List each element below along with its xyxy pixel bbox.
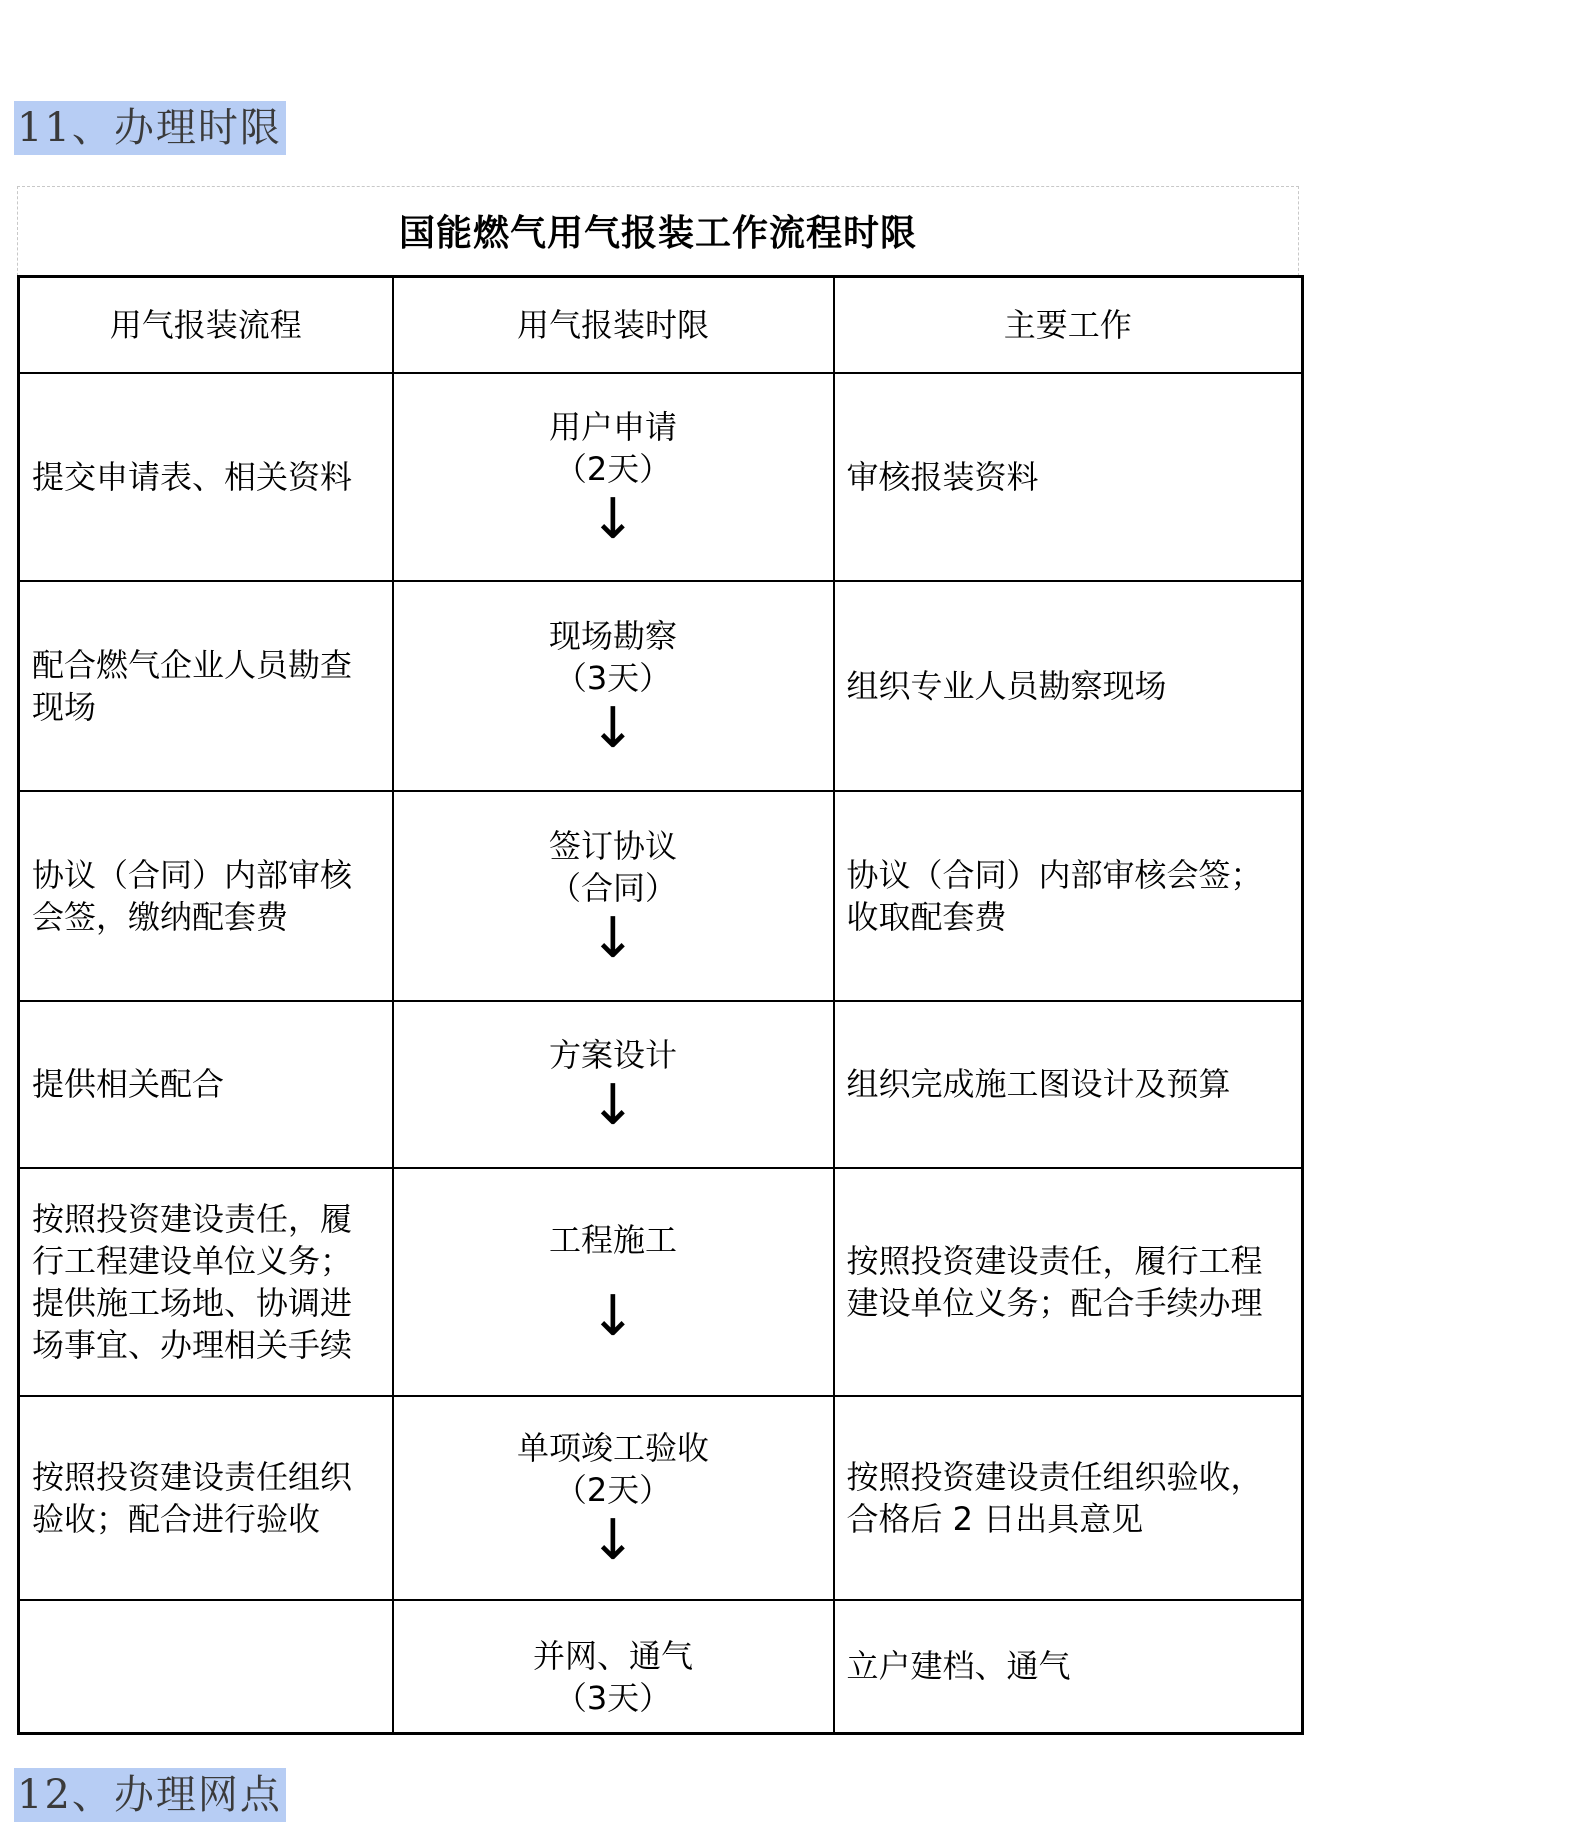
- time-cell: [393, 1168, 834, 1396]
- main-work-cell: 协议（合同）内部审核会签；收取配套费: [834, 791, 1303, 1001]
- time-stage-days: （3天）: [554, 1679, 672, 1718]
- step-cell: 提交申请表、相关资料: [19, 373, 393, 581]
- main-work-cell: 组织专业人员勘察现场: [834, 581, 1303, 791]
- time-stage-name: 单项竣工验收: [516, 1428, 709, 1467]
- time-cell: [393, 1396, 834, 1600]
- time-stage-name: 用户申请: [548, 407, 677, 446]
- table-row: [19, 1600, 1303, 1734]
- table-row: [19, 1396, 1303, 1600]
- main-work-cell: 按照投资建设责任组织验收，合格后 2 日出具意见: [834, 1396, 1303, 1600]
- header-time-limit: 用气报装时限: [393, 277, 834, 373]
- time-cell: [393, 581, 834, 791]
- main-work-cell: 组织完成施工图设计及预算: [834, 1001, 1303, 1168]
- time-stage-name: 方案设计: [548, 1036, 677, 1074]
- time-cell: [393, 373, 834, 581]
- down-arrow-icon: ↓: [589, 905, 637, 971]
- header-main-work: 主要工作: [834, 277, 1303, 373]
- time-stage-days: （2天）: [554, 449, 672, 488]
- down-arrow-icon: ↓: [589, 695, 637, 761]
- down-arrow-icon: ↓: [589, 1073, 637, 1138]
- time-cell: [393, 1600, 834, 1734]
- section-heading-11: 11、办理时限: [14, 101, 286, 155]
- table-row: [19, 791, 1303, 1001]
- time-stage-name: 工程施工: [548, 1220, 677, 1259]
- time-stage-name: 现场勘察: [548, 616, 677, 655]
- section-heading-12: 12、办理网点: [14, 1768, 286, 1822]
- step-cell: 按照投资建设责任组织验收；配合进行验收: [19, 1396, 393, 1600]
- step-cell: [19, 1600, 393, 1734]
- table-row: [19, 1168, 1303, 1396]
- time-stage-name: 签订协议: [548, 826, 677, 865]
- step-cell: 协议（合同）内部审核会签，缴纳配套费: [19, 791, 393, 1001]
- header-process: 用气报装流程: [19, 277, 393, 373]
- main-work-cell: 审核报装资料: [834, 373, 1303, 581]
- down-arrow-icon: ↓: [589, 486, 637, 552]
- table-caption-box: [17, 186, 1299, 276]
- table-caption: 国能燃气用气报装工作流程时限: [398, 212, 917, 254]
- main-work-cell: 立户建档、通气: [834, 1600, 1303, 1734]
- step-cell: 配合燃气企业人员勘查现场: [19, 581, 393, 791]
- time-stage-name: 并网、通气: [532, 1637, 693, 1676]
- time-stage-days: （3天）: [554, 658, 672, 697]
- table-row: [19, 373, 1303, 581]
- time-cell: [393, 1001, 834, 1168]
- table-row: [19, 1001, 1303, 1168]
- time-stage-days: （合同）: [548, 868, 677, 907]
- step-cell: 提供相关配合: [19, 1001, 393, 1168]
- process-time-table: [17, 275, 1304, 1735]
- time-cell: [393, 791, 834, 1001]
- table-row: [19, 581, 1303, 791]
- table-header-row: [19, 277, 1303, 373]
- down-arrow-icon: ↓: [589, 1283, 637, 1349]
- step-cell: 按照投资建设责任，履行工程建设单位义务；提供施工场地、协调进场事宜、办理相关手续: [19, 1168, 393, 1396]
- down-arrow-icon: ↓: [589, 1507, 637, 1573]
- time-stage-days: （2天）: [554, 1470, 672, 1509]
- main-work-cell: 按照投资建设责任，履行工程建设单位义务；配合手续办理: [834, 1168, 1303, 1396]
